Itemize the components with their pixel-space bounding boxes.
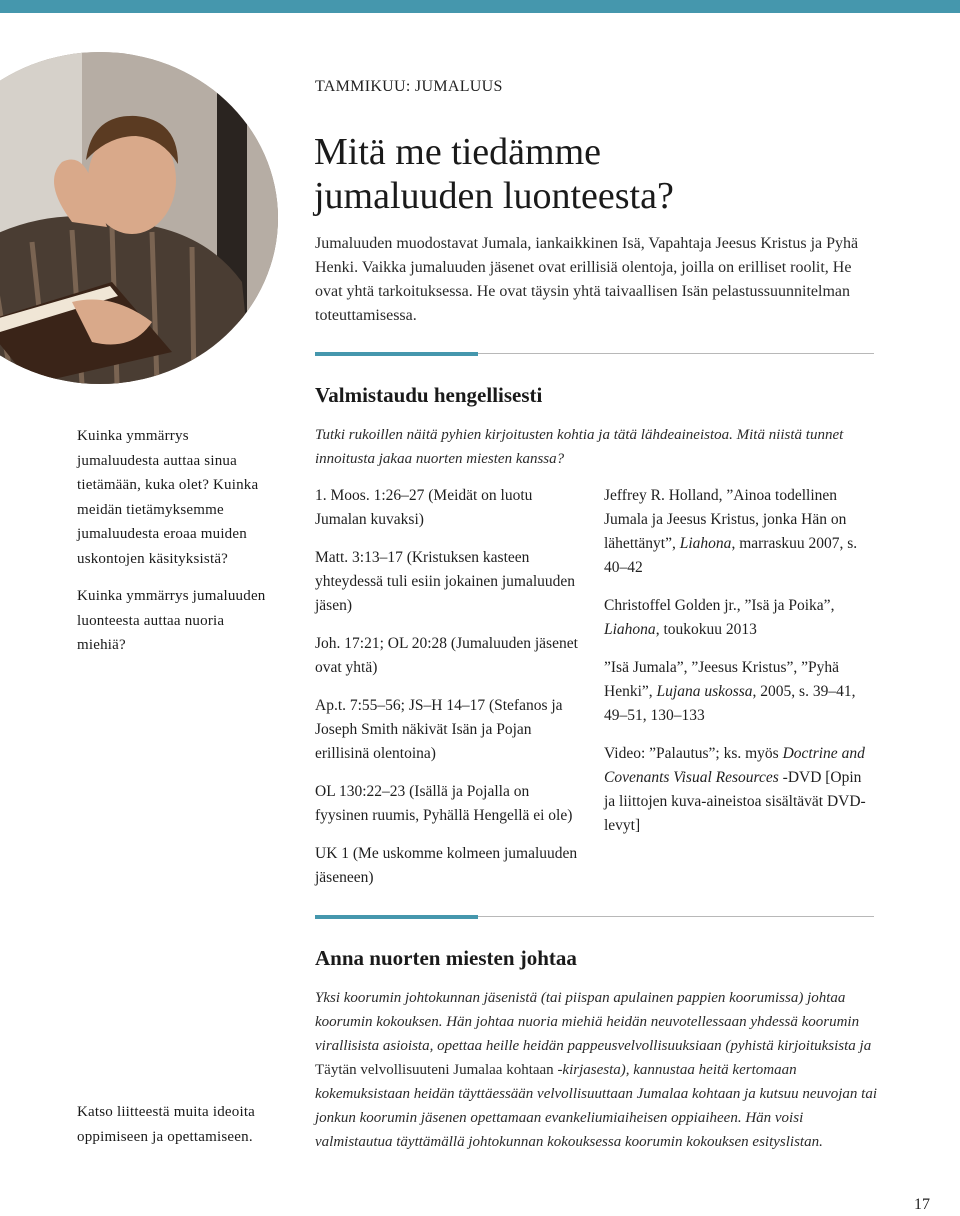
intro-paragraph: Jumaluuden muodostavat Jumala, iankaikkinen Isä, Vapahtaja Jeesus Kristus ja Pyhä Henki. Vaikka jumaluuden jäsenet ovat erillisiä olentoja, joilla on erilliset roolit, He ovat yhtä tarkoituksessa. He ovat täysin yhtä taivaallisen Isän pelastussuunnitelman toteuttamisessa. bbox=[315, 235, 859, 324]
resource-list bbox=[604, 484, 876, 852]
page-number: 17 bbox=[914, 1196, 930, 1213]
young-man-reading-photo bbox=[0, 52, 278, 384]
title-line-1: Mitä me tiedämme bbox=[314, 131, 602, 173]
scripture-item: UK 1 (Me uskomme kolmeen jumaluuden jäseneen) bbox=[315, 845, 578, 886]
scripture-list bbox=[315, 484, 580, 904]
appendix-note-text: Katso liitteestä muita ideoita oppimiseen ja opettamiseen. bbox=[77, 1104, 256, 1145]
lead-paragraph: Yksi koorumin johtokunnan jäsenistä (tai piispan apulainen pappien koorumissa) johtaa koorumin kokouksen. Hän johtaa nuoria miehiä heidän neuvotellessaan yhdessä koorumin virallisista asioista, opettaa heille heidän pappeusvelvollisuuksiaan (pyhistä kirjoituksista ja Täytän velvollisuuteni Jumalaa kohtaan -kirjasesta), kannustaa heitä kertomaan kokemuksistaan heidän täyttäessään velvollisuuttaan Jumalaa kohtaan ja kutsuu neuvojan tai jonkun koorumin jäsenen opettamaan evankeliumiaiheisen oppiaiheen. Hän voisi valmistautua täyttämällä johtokunnan kokouksessa koorumin kokouksen esityslistan. bbox=[315, 990, 877, 1150]
resource-item: ”Isä Jumala”, ”Jeesus Kristus”, ”Pyhä Henki”, Lujana uskossa, 2005, s. 39–41, 49–51, 130–133 bbox=[604, 659, 856, 724]
section-divider-prepare bbox=[315, 352, 874, 356]
prepare-instruction: Tutki rukoillen näitä pyhien kirjoitusten kohtia ja tätä lähdeaineistoa. Mitä niistä tunnet innoitusta jakaa nuorten miesten kanssa? bbox=[315, 427, 844, 467]
sidebar-appendix-note bbox=[77, 1100, 267, 1162]
scripture-item: Joh. 17:21; OL 20:28 (Jumaluuden jäsenet ovat yhtä) bbox=[315, 635, 578, 676]
resource-item: Christoffel Golden jr., ”Isä ja Poika”, Liahona, toukokuu 2013 bbox=[604, 597, 835, 638]
scripture-item: OL 130:22–23 (Isällä ja Pojalla on fyysinen ruumis, Pyhällä Hengellä ei ole) bbox=[315, 783, 573, 824]
divider-line bbox=[478, 353, 874, 354]
scripture-item: Ap.t. 7:55–56; JS–H 14–17 (Stefanos ja Joseph Smith näkivät Isän ja Pojan erillisinä olentoina) bbox=[315, 697, 563, 762]
top-accent-bar bbox=[0, 0, 960, 13]
month-topic-label: TAMMIKUU: JUMALUUS bbox=[315, 78, 503, 95]
scripture-item: Matt. 3:13–17 (Kristuksen kasteen yhteydessä tuli esiin jokainen jumaluuden jäsen) bbox=[315, 549, 576, 614]
divider-accent bbox=[315, 915, 478, 919]
divider-accent bbox=[315, 352, 478, 356]
sidebar-question-1: Kuinka ymmärrys jumaluudesta auttaa sinua tietämään, kuka olet? Kuinka meidän tietämyksemme jumaluudesta eroaa muiden uskontojen käsityksistä? bbox=[77, 428, 259, 567]
lead-heading: Anna nuorten miesten johtaa bbox=[315, 946, 577, 970]
divider-line bbox=[478, 916, 874, 917]
title-line-2: jumaluuden luonteesta? bbox=[314, 175, 674, 217]
section-divider-lead bbox=[315, 915, 874, 919]
sidebar-questions bbox=[77, 424, 267, 671]
resource-item: Jeffrey R. Holland, ”Ainoa todellinen Jumala ja Jeesus Kristus, jonka Hän on lähettänyt”, Liahona, marraskuu 2007, s. 40–42 bbox=[604, 487, 858, 576]
scripture-item: 1. Moos. 1:26–27 (Meidät on luotu Jumalan kuvaksi) bbox=[315, 487, 533, 528]
resource-item: Video: ”Palautus”; ks. myös Doctrine and Covenants Visual Resources -DVD [Opin ja liittojen kuva-aineistoa sisältävät DVD-levyt] bbox=[604, 745, 866, 834]
young-man-reading-illustration bbox=[0, 52, 278, 384]
sidebar-question-2: Kuinka ymmärrys jumaluuden luonteesta auttaa nuoria miehiä? bbox=[77, 588, 266, 653]
prepare-heading: Valmistaudu hengellisesti bbox=[315, 383, 543, 407]
page-title bbox=[314, 130, 914, 218]
